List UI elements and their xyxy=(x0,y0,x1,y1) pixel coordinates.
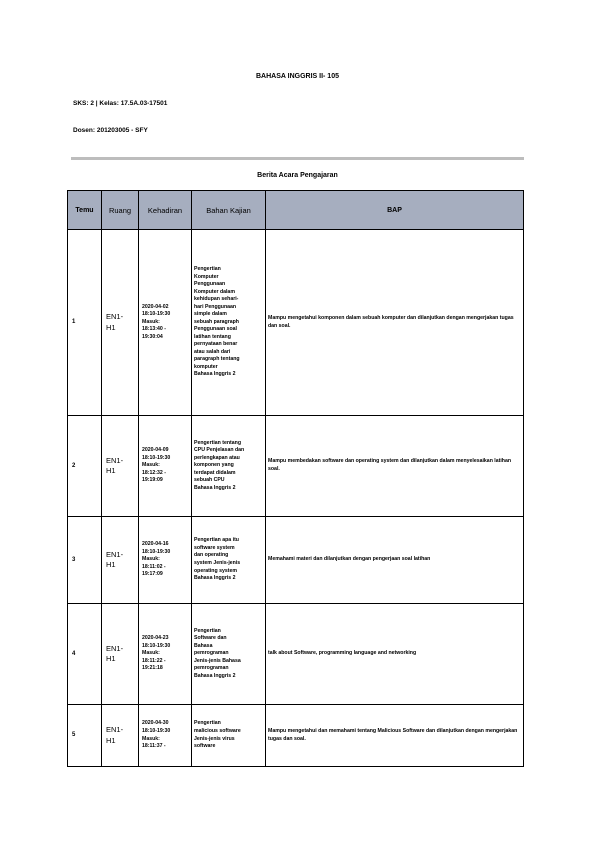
cell-kehadiran: 2020-04-09 18:10-19:30 Masuk: 18:12:32 - 19:19:09 xyxy=(139,416,192,517)
cell-bap: Mampu mengetahui komponen dalam sebuah komputer dan dilanjutkan dengan mengerjakan tugas dan soal. xyxy=(266,230,524,416)
table-row xyxy=(68,517,524,604)
cell-bap: Mampu mengetahui dan memahami tentang Malicious Software dan dilanjutkan dengan mengerjakan tugas dan soal. xyxy=(266,705,524,767)
col-header-kehadiran: Kehadiran xyxy=(139,191,192,230)
cell-bahan-kajian: Pengertian Software dan Bahasa pemrograman Jenis-jenis Bahasa pemrograman Bahasa Inggris 2 xyxy=(192,604,266,705)
col-header-ruang: Ruang xyxy=(102,191,139,230)
cell-bap: Memahami materi dan dilanjutkan dengan pengerjaan soal latihan xyxy=(266,517,524,604)
cell-kehadiran: 2020-04-02 18:10-19:30 Masuk: 18:13:40 - 19:30:04 xyxy=(139,230,192,416)
cell-bahan-kajian: Pengertian malicious software Jenis-jenis virus software xyxy=(192,705,266,767)
table-row xyxy=(68,416,524,517)
col-header-bap: BAP xyxy=(266,191,524,230)
table-row xyxy=(68,230,524,416)
cell-kehadiran: 2020-04-16 18:10-19:30 Masuk: 18:11:02 - 19:17:09 xyxy=(139,517,192,604)
cell-bahan-kajian: Pengertian apa itu software system dan operating system Jenis-jenis operating system Bahasa Inggris 2 xyxy=(192,517,266,604)
teaching-record-table xyxy=(67,190,524,767)
cell-temu: 5 xyxy=(68,705,102,767)
cell-bap: talk about Software, programming language and networking xyxy=(266,604,524,705)
cell-kehadiran: 2020-04-23 18:10-19:30 Masuk: 18:11:22 - 19:21:18 xyxy=(139,604,192,705)
table-header-row xyxy=(68,191,524,230)
lecturer-line: Dosen: 201203005 - SFY xyxy=(73,127,148,134)
cell-ruang: EN1- H1 xyxy=(102,705,139,767)
cell-temu: 3 xyxy=(68,517,102,604)
cell-ruang: EN1- H1 xyxy=(102,604,139,705)
cell-ruang: EN1- H1 xyxy=(102,517,139,604)
col-header-temu: Temu xyxy=(68,191,102,230)
cell-temu: 4 xyxy=(68,604,102,705)
cell-temu: 1 xyxy=(68,230,102,416)
course-credits-class: SKS: 2 | Kelas: 17.5A.03-17501 xyxy=(73,100,168,107)
cell-bahan-kajian: Pengertian tentang CPU Penjelasan dan perlengkapan atau komponen yang terdapat didalam sebuah CPU Bahasa Inggris 2 xyxy=(192,416,266,517)
cell-temu: 2 xyxy=(68,416,102,517)
cell-ruang: EN1- H1 xyxy=(102,416,139,517)
cell-bahan-kajian: Pengertian Komputer Penggunaan Komputer dalam kehidupan sehari- hari Penggunaan simple dalam sebuah paragraph Penggunaan soal latihan tentang pernyataan benar atau salah dari paragraph tentang komputer Bahasa Inggris 2 xyxy=(192,230,266,416)
cell-bap: Mampu membedakan software dan operating system dan dilanjutkan dalam menyelesaikan latihan soal. xyxy=(266,416,524,517)
course-title: BAHASA INGGRIS II- 105 xyxy=(256,73,339,80)
cell-kehadiran: 2020-04-30 18:10-19:30 Masuk: 18:11:37 - xyxy=(139,705,192,767)
table-row xyxy=(68,705,524,767)
table-row xyxy=(68,604,524,705)
header-divider xyxy=(71,157,524,160)
section-title: Berita Acara Pengajaran xyxy=(257,172,338,179)
cell-ruang: EN1- H1 xyxy=(102,230,139,416)
col-header-bahan-kajian: Bahan Kajian xyxy=(192,191,266,230)
